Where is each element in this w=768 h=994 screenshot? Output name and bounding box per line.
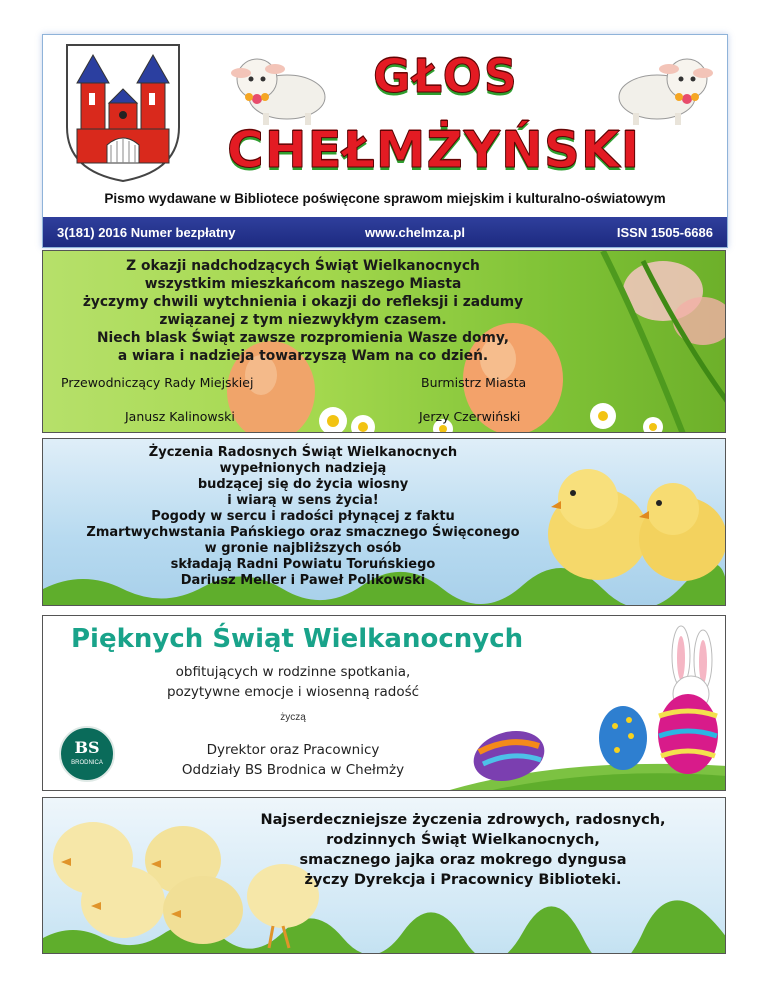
signer2-role: Burmistrz Miasta: [421, 375, 527, 390]
masthead: [42, 34, 728, 248]
issue-info-bar: [43, 217, 727, 247]
issn-number: ISSN 1505-6686: [616, 225, 713, 240]
signer1-name: Janusz Kalinowski: [125, 409, 235, 424]
signer1-role: Przewodniczący Rady Miejskiej: [61, 375, 254, 390]
city-greeting-text: Z okazji nadchodzących Świąt Wielkanocnych wszystkim mieszkańcom naszego Miasta życzymy chwili wytchnienia i okazji do refleksji i zadumy związanej z tym niezwykłym czasem. Niech blask Świąt zawsze rozpromienia Wasze domy, a wiara i nadzieja towarzyszą Wam na co dzień.: [82, 258, 524, 364]
lamb-icon: [223, 47, 341, 129]
bank-greeting-line: pozytywne emocje i wiosenną radość: [166, 684, 420, 700]
banner-city-greetings: [42, 250, 726, 433]
city-coat-of-arms-icon: [63, 41, 183, 185]
library-greeting-text: Najserdeczniejsze życzenia zdrowych, radosnych, rodzinnych Świąt Wielkanocnych, smacznego jajka oraz mokrego dyngusa życzy Dyrekcja i Pracownicy Biblioteki.: [260, 812, 666, 888]
website-link[interactable]: www.chelmza.pl: [365, 225, 465, 240]
banner-library-greetings: [42, 797, 726, 954]
masthead-subtitle: Pismo wydawane w Bibliotece poświęcone sprawom miejskim i kulturalno-oświatowym: [104, 191, 666, 206]
signer2-name: Jerzy Czerwiński: [419, 409, 521, 424]
bank-greeting-line: Oddziały BS Brodnica w Chełmży: [181, 762, 405, 778]
bank-logo-text: BS: [74, 738, 100, 757]
masthead-title-line1: GŁOS: [373, 49, 519, 103]
bank-greeting-line: obfitujących w rodzinne spotkania,: [175, 664, 411, 680]
banner-county-greetings: [42, 438, 726, 606]
bank-logo: [59, 726, 115, 782]
bank-logo-subtext: BRODNICA: [71, 760, 103, 766]
bank-greeting-line: Dyrektor oraz Pracownicy: [206, 742, 380, 758]
bank-greeting-title: Pięknych Świąt Wielkanocnych: [71, 624, 524, 654]
banner-bank-greetings: [42, 615, 726, 791]
county-greeting-text: Życzenia Radosnych Świąt Wielkanocnych wypełnionych nadzieją budzącej się do życia wiosny i wiarą w sens życia! Pogody w sercu i radości płynącej z faktu Zmartwychwstania Pańskiego oraz smacznego Święconego w gronie najbliższych osób składają Radni Powiatu Toruńskiego Dariusz Meller i Paweł Polikowski: [86, 445, 520, 588]
lamb-icon: [603, 47, 721, 129]
masthead-title-line2: CHEŁMŻYŃSKI: [227, 121, 641, 179]
bank-greeting-wish: życzą: [280, 712, 306, 723]
issue-number: 3(181) 2016 Numer bezpłatny: [57, 225, 236, 240]
